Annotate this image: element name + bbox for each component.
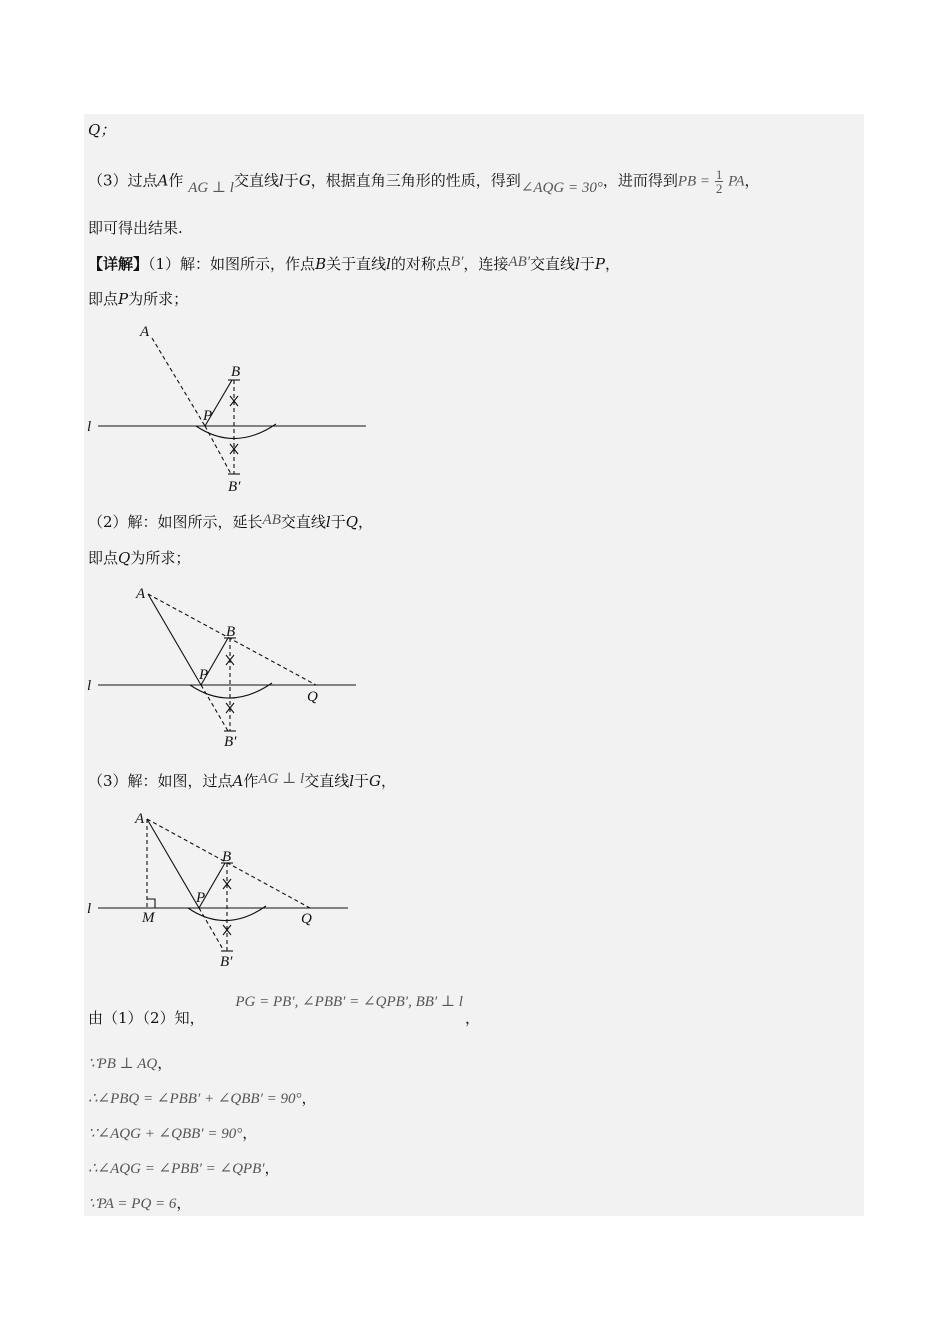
fig3-label-bp: B′ [220,954,233,970]
fig3-segment-ap [147,819,199,908]
text-line-detail2: （2）解：如图所示，延长AB交直线l于Q， [88,512,374,531]
text-line-proof0: 由（1）（2）知， PG = PB′, ∠PBB′ = ∠QPB′, BB′ ⊥ l， [88,994,480,1027]
text-line-proof3: ∵∠AQG + ∠QBB′ = 90°， [88,1124,258,1142]
text-line-proof2: ∴∠PBQ = ∠PBB′ + ∠QBB′ = 90°， [88,1089,317,1107]
text-line-q-end: Q； [88,121,116,139]
fig2-label-l: l [87,678,92,694]
fig3-label-p: P [196,890,206,906]
fig1-label-a: A [140,324,150,340]
fig2-label-a: A [136,586,146,602]
text-line-detail1: 【详解】（1）解：如图所示，作点B关于直线l的对称点B′，连接AB′交直线l于P， [88,254,620,273]
fig3-right-angle [147,899,155,908]
text-line-proof5: ∵PA = PQ = 6， [88,1194,192,1212]
text-line-detail2b: 即点Q为所求； [88,549,191,567]
fig1-label-p: P [203,408,213,424]
fig1-label-l: l [87,419,92,435]
fig3-label-a: A [135,811,145,827]
text-line-step3-hint: （3）过点A作 AG ⊥ l交直线l于G，根据直角三角形的性质，得到∠AQG = 30°，进而得到PB = $\frac{1}{2}$ PA， [88,167,760,196]
fraction-one-half: $\frac{1}{2}$ [715,167,723,196]
fig3-label-b: B [222,849,232,865]
text-line-proof4: ∴∠AQG = ∠PBB′ = ∠QPB′， [88,1159,280,1177]
fig1-label-b: B [231,364,241,380]
fig2-label-bp: B′ [224,734,237,750]
text-line-detail1b: 即点P为所求； [88,290,189,308]
fig2-label-p: P [199,667,209,683]
text-line-detail3: （3）解：如图，过点A作AG ⊥ l交直线l于G， [88,771,397,790]
fig3-segment-pbp [199,908,224,951]
fig1-label-bp: B′ [228,479,241,495]
fig2-label-b: B [226,624,236,640]
text-line-conclude: 即可得出结果. [88,219,183,237]
fig3-label-q: Q [301,911,312,927]
text-line-proof1: ∵PB ⊥ AQ， [88,1054,173,1072]
fig2-label-q: Q [307,689,318,705]
fig3-label-m: M [142,910,155,926]
fig3-label-l: l [87,901,92,917]
